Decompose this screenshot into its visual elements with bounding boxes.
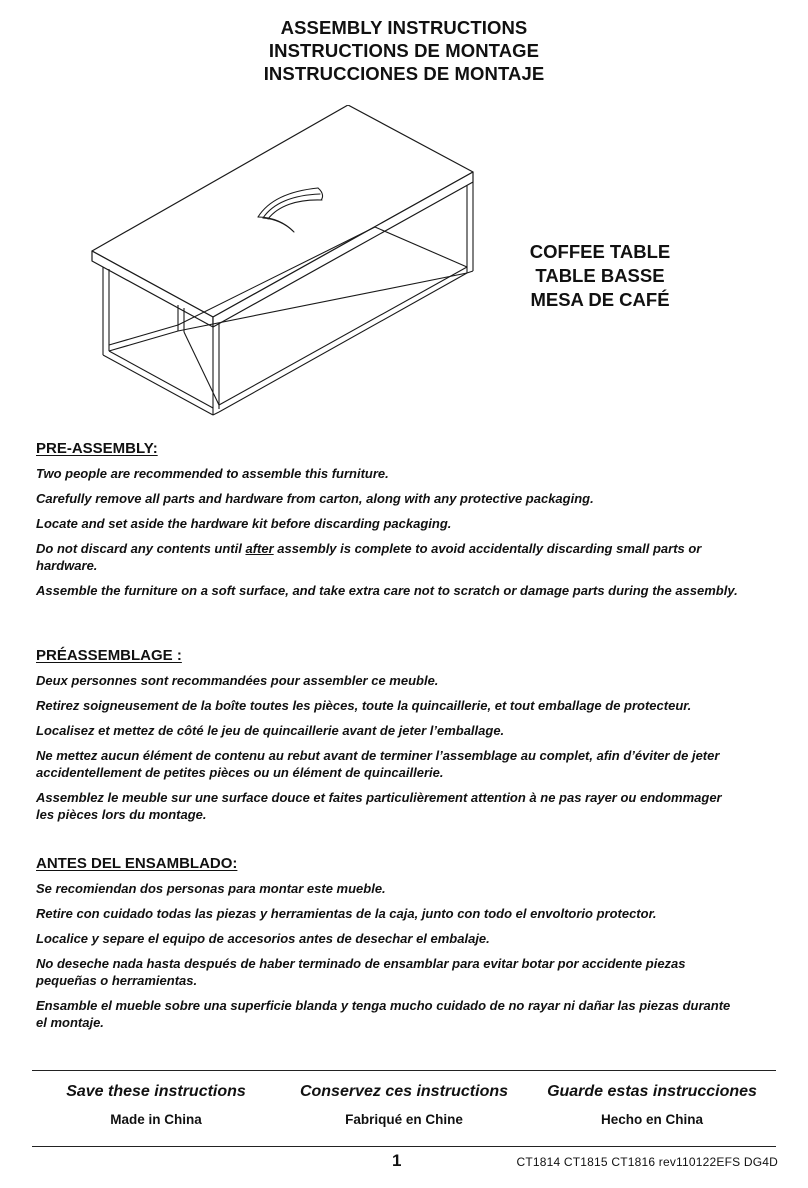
instruction-paragraph: Deux personnes sont recommandées pour assembler ce meuble.: [36, 673, 439, 688]
document-title: [0, 16, 808, 85]
instruction-paragraph: Localisez et mettez de côté le jeu de quincaillerie avant de jeter l’emballage.: [36, 723, 505, 738]
save-instructions-note: Guarde estas instrucciones: [547, 1083, 757, 1100]
product-name-spanish: MESA DE CAFÉ: [530, 289, 670, 310]
page-number: 1: [392, 1151, 402, 1170]
model-codes: CT1814 CT1815 CT1816 rev110122EFS DG4D: [516, 1155, 778, 1169]
product-name-english: COFFEE TABLE: [529, 241, 671, 262]
title-english: ASSEMBLY INSTRUCTIONS: [280, 17, 528, 38]
country-of-origin: Hecho en China: [600, 1112, 703, 1127]
country-of-origin: Made in China: [110, 1112, 202, 1127]
instruction-paragraph: Ne mettez aucun élément de contenu au rebut avant de terminer l’assemblage au complet, afin d’éviter de jeter accidentellement de petites pièces ou un élément de quincaillerie.: [36, 748, 720, 780]
instruction-paragraph: Se recomiendan dos personas para montar este mueble.: [36, 881, 386, 896]
instruction-paragraph: Retire con cuidado todas las piezas y herramientas de la caja, junto con todo el envoltorio protector.: [36, 906, 657, 921]
title-spanish: INSTRUCCIONES DE MONTAJE: [263, 63, 545, 84]
instruction-paragraph: Ensamble el mueble sobre una superficie blanda y tenga mucho cuidado de no rayar ni dañar las piezas durante el montaje.: [36, 998, 731, 1030]
instruction-text: Do not discard any contents until: [36, 541, 246, 556]
footer-column-french: [280, 1080, 528, 1127]
instruction-paragraph: Carefully remove all parts and hardware from carton, along with any protective packaging.: [36, 491, 594, 506]
footer-column-english: [32, 1080, 280, 1127]
instruction-paragraph: Assemble the furniture on a soft surface, and take extra care not to scratch or damage parts during the assembly.: [36, 583, 738, 598]
emphasized-word: after: [245, 541, 274, 556]
instruction-paragraph: No deseche nada hasta después de haber terminado de ensamblar para evitar botar por accidente piezas pequeñas o herramientas.: [36, 956, 686, 988]
footer-top-divider: [32, 1070, 776, 1071]
save-instructions-note: Conservez ces instructions: [299, 1083, 509, 1100]
pre-assembly-section-spanish: [36, 855, 741, 1039]
section-heading: PRE-ASSEMBLY:: [36, 440, 158, 457]
section-heading: PRÉASSEMBLAGE :: [36, 647, 182, 664]
section-heading: ANTES DEL ENSAMBLADO:: [36, 855, 238, 872]
instruction-paragraph: Two people are recommended to assemble this furniture.: [36, 466, 389, 481]
product-name: [505, 240, 695, 312]
instruction-paragraph: [36, 540, 741, 574]
product-name-french: TABLE BASSE: [535, 265, 665, 286]
footer-column-spanish: [528, 1080, 776, 1127]
footer: [32, 1080, 776, 1127]
instruction-text: assembly is complete to avoid accidentally discarding small parts or hardware.: [36, 541, 702, 573]
title-french: INSTRUCTIONS DE MONTAGE: [268, 40, 540, 61]
instruction-paragraph: Localice y separe el equipo de accesorios antes de desechar el embalaje.: [36, 931, 490, 946]
footer-bottom-divider: [32, 1146, 776, 1147]
pre-assembly-section-english: [36, 440, 741, 607]
instruction-paragraph: Retirez soigneusement de la boîte toutes les pièces, toute la quincaillerie, et tout emballage de protecteur.: [36, 698, 692, 713]
instruction-paragraph: Assemblez le meuble sur une surface douce et faites particulièrement attention à ne pas rayer ou endommager les pièces lors du montage.: [36, 790, 722, 822]
save-instructions-note: Save these instructions: [66, 1083, 246, 1100]
pre-assembly-section-french: [36, 647, 741, 831]
country-of-origin: Fabriqué en Chine: [345, 1112, 463, 1127]
coffee-table-illustration: [90, 105, 490, 425]
instruction-paragraph: Locate and set aside the hardware kit before discarding packaging.: [36, 516, 452, 531]
